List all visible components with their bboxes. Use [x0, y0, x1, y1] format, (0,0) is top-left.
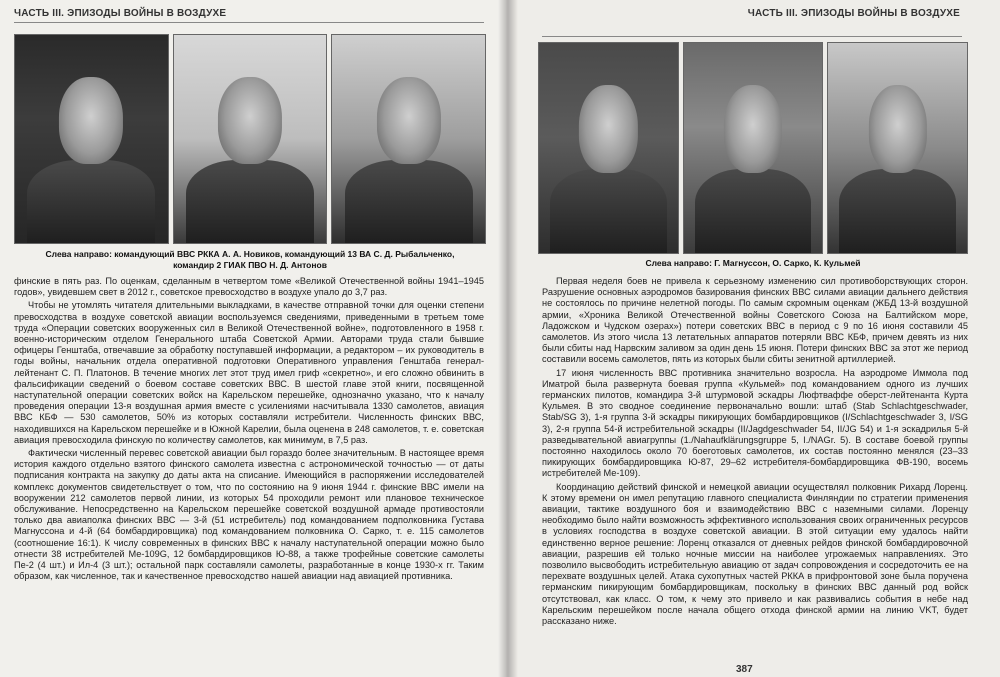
portrait-row-left — [14, 34, 486, 244]
portrait-photo-magnusson — [538, 42, 679, 254]
caption-line-1: Слева направо: командующий ВВС РККА А. А. Новиков, командующий 13 ВА С. Д. Рыбальченко, — [45, 249, 455, 259]
body-text-right — [542, 276, 968, 629]
uniform-silhouette — [186, 160, 314, 243]
portrait-photo-antonov — [331, 34, 486, 244]
face-silhouette — [869, 85, 927, 173]
portrait-photo-kuhlmey — [827, 42, 968, 254]
paragraph: финские в пять раз. По оценкам, сделанным в четвертом томе «Великой Отечественной войны 1941–1945 годов», увидевшем свет в 2012 г., советское превосходство в воздухе упало до 3,7 раз. — [14, 276, 484, 298]
running-head-right: ЧАСТЬ III. ЭПИЗОДЫ ВОЙНЫ В ВОЗДУХЕ — [747, 8, 960, 19]
uniform-silhouette — [695, 169, 811, 253]
portrait-photo-sarko — [683, 42, 824, 254]
header-rule-right — [542, 36, 962, 37]
paragraph: Первая неделя боев не привела к серьезному изменению сил противоборствующих сторон. Разрушение основных аэродромов базирования финских ВВС силами авиации дальнего действия не состоялось по причине нелетной погоды. По самым скромным оценкам (ЖБД 13-й воздушной армии, «Хроника Великой Отечественной войны Советского Союза на Балтийском море, Ладожском и Чудском озерах») потери советских ВВС в период с 9 по 16 июня составили 45 самолетов. Из этого числа 13 летательных аппаратов потеряли ВВС КБФ, причем девять из них были сбиты над Нарвским заливом за один день 15 июня. Потери финских ВВС за этот же период составили восемь самолетов, пять из которых были сбиты зенитной артиллерией. — [542, 276, 968, 365]
photo-caption-right: Слева направо: Г. Магнуссон, О. Сарко, К. Кульмей — [645, 258, 861, 268]
page-number: 387 — [736, 664, 753, 675]
face-silhouette — [724, 85, 782, 173]
header-rule-left — [14, 22, 484, 23]
face-silhouette — [579, 85, 637, 173]
uniform-silhouette — [839, 169, 955, 253]
uniform-silhouette — [27, 160, 155, 243]
portrait-photo-novikov — [14, 34, 169, 244]
book-gutter-shadow — [498, 0, 518, 677]
caption-line-2: командир 2 ГИАК ПВО Н. Д. Антонов — [173, 260, 327, 270]
paragraph: Координацию действий финской и немецкой авиации осуществлял полковник Рихард Лоренц. К этому времени он имел репутацию главного специалиста Финляндии по стратегии применения авиации, тактике воздушного боя и взаимодействию ВВС с наземными силами. Лоренцу необходимо было найти возможность эффективного использования своих ограниченных ресурсов в условиях господства в воздухе советской авиации. В этой ситуации ему удалось найти единственно верное решение: Лоренц отказался от дневных рейдов финской бомбардировочной авиации, разрешив ей только ночные миссии на наиболее угрожаемых направлениях. Это позволило высвободить истребительную авиацию от задач сопровождения и сосредоточить ее на перехвате воздушных целей. Атака сухопутных частей РККА в прифронтовой зоне была поручена германским пикирующим бомбардировщикам, поскольку в финских ВВС данный род войск отсутствовал, как класс. О том, к чему это привело и как развивались события в небе над Карельским перешейком после начала общего отхода финской армии на линию VKT, будет рассказано ниже. — [542, 481, 968, 627]
uniform-silhouette — [550, 169, 666, 253]
paragraph: Фактически численный перевес советской авиации был гораздо более значительным. В настоящее время история каждого отдельно взятого финского самолета известна с астрономической точностью — от даты подписания контракта на закупку до даты акта на списание. Имеющийся в распоряжении исследователей комплекс документов свидетельствует о том, что по состоянию на 9 июня 1944 г. финские ВВС имели на вооружении 212 самолетов первой линии, из которых 54 проходили ремонт или плановое техническое обслуживание. Непосредственно на Карельском перешейке советской воздушной армаде противостояли только два авиаполка финских ВВС — 3-й (51 истребитель) под командованием подполковника Густава Магнуссона и 4-й (64 бомбардировщика) под командованием полковника О. Сарко, т. е. 115 самолетов (соотношение 16:1). К числу современных в финских ВВС к началу наступательной операции можно было отнести 38 истребителей Ме-109G, 12 бомбардировщиков Ю-88, а также трофейные советские самолеты Пе-2 (4 шт.) и Ил-4 (3 шт.); остальной парк составляли самолеты, разработанные в конце 1930-х гг. Таким образом, как численное, так и качественное превосходство нашей авиации над авиацией противника. — [14, 448, 484, 582]
right-page — [506, 0, 1000, 677]
face-silhouette — [59, 77, 123, 164]
running-head-left: ЧАСТЬ III. ЭПИЗОДЫ ВОЙНЫ В ВОЗДУХЕ — [14, 8, 227, 19]
portrait-row-right — [538, 42, 968, 254]
face-silhouette — [218, 77, 282, 164]
paragraph: 17 июня численность ВВС противника значительно возросла. На аэродроме Иммола под Иматрой была развернута боевая группа «Кульмей» под командованием одного из лучших германских пилотов, командира 3-й штурмовой эскадры Люфтваффе оберст-лейтенанта Курта Кульмея. В это сводное соединение первоначально вошли: штаб (Stab Schlachtgeschwader, Stab/SG 3), 1-я группа 3-й эскадры пикирующих бомбардировщиков (I/Schlachtgeschwader 3, I/SG 3), 2-я группа 54-й истребительной эскадры (II/Jagdgeschwader 54, II/JG 54) и 1-я эскадрилья 5-й разведывательной авиагруппы (1./Nahaufklärungsgruppe 5, I./NAGr. 5). В составе боевой группы постоянно находилось около 70 боеготовых самолетов, их состав постоянно менялся (23–33 пикирующих бомбардировщика Ю-87, 29–62 истребителя-бомбардировщика ФВ-190, восемь истребителей Ме-109). — [542, 367, 968, 479]
face-silhouette — [377, 77, 441, 164]
photo-caption-left — [14, 249, 486, 271]
portrait-photo-rybalchenko — [173, 34, 328, 244]
paragraph: Чтобы не утомлять читателя длительными выкладками, в качестве отправной точки для оценки степени превосходства в воздухе советской авиации воспользуемся сведениями, приведенными в третьем томе труда «Операции советских вооруженных сил в Великой Отечественной войне», подготовленного в 1958 г. военно-историческим отделом Генерального штаба Советской Армии. Авторами труда стали бывшие офицеры Генштаба, отвечавшие за обработку поступавшей информации, а редактором – их руководитель в годы войны, начальник отдела оперативной подготовки Оперативного управления Генштаба генерал-лейтенант С. П. Платонов. В течение многих лет этот труд имел гриф «секретно», и его сложно обвинить в фальсификации сведений о боевом составе советских ВВС. В шестой главе этой книги, посвященной наступательной операции советских войск на Карельском перешейке, однозначно указано, что к началу проведения операции 13-я воздушная армия вместе с усилениями насчитывала 1330 самолетов, авиация ВВС КБФ — 530 самолетов, 50% из которых составляли истребители. Численность финских ВВС, находившихся на Карельском перешейке и в Южной Карелии, была оценена в 248 самолетов, т. е. советская авиация превосходила финскую по количеству самолетов, как минимум, в 7,5 раз. — [14, 300, 484, 445]
uniform-silhouette — [345, 160, 473, 243]
body-text-left — [14, 276, 484, 584]
